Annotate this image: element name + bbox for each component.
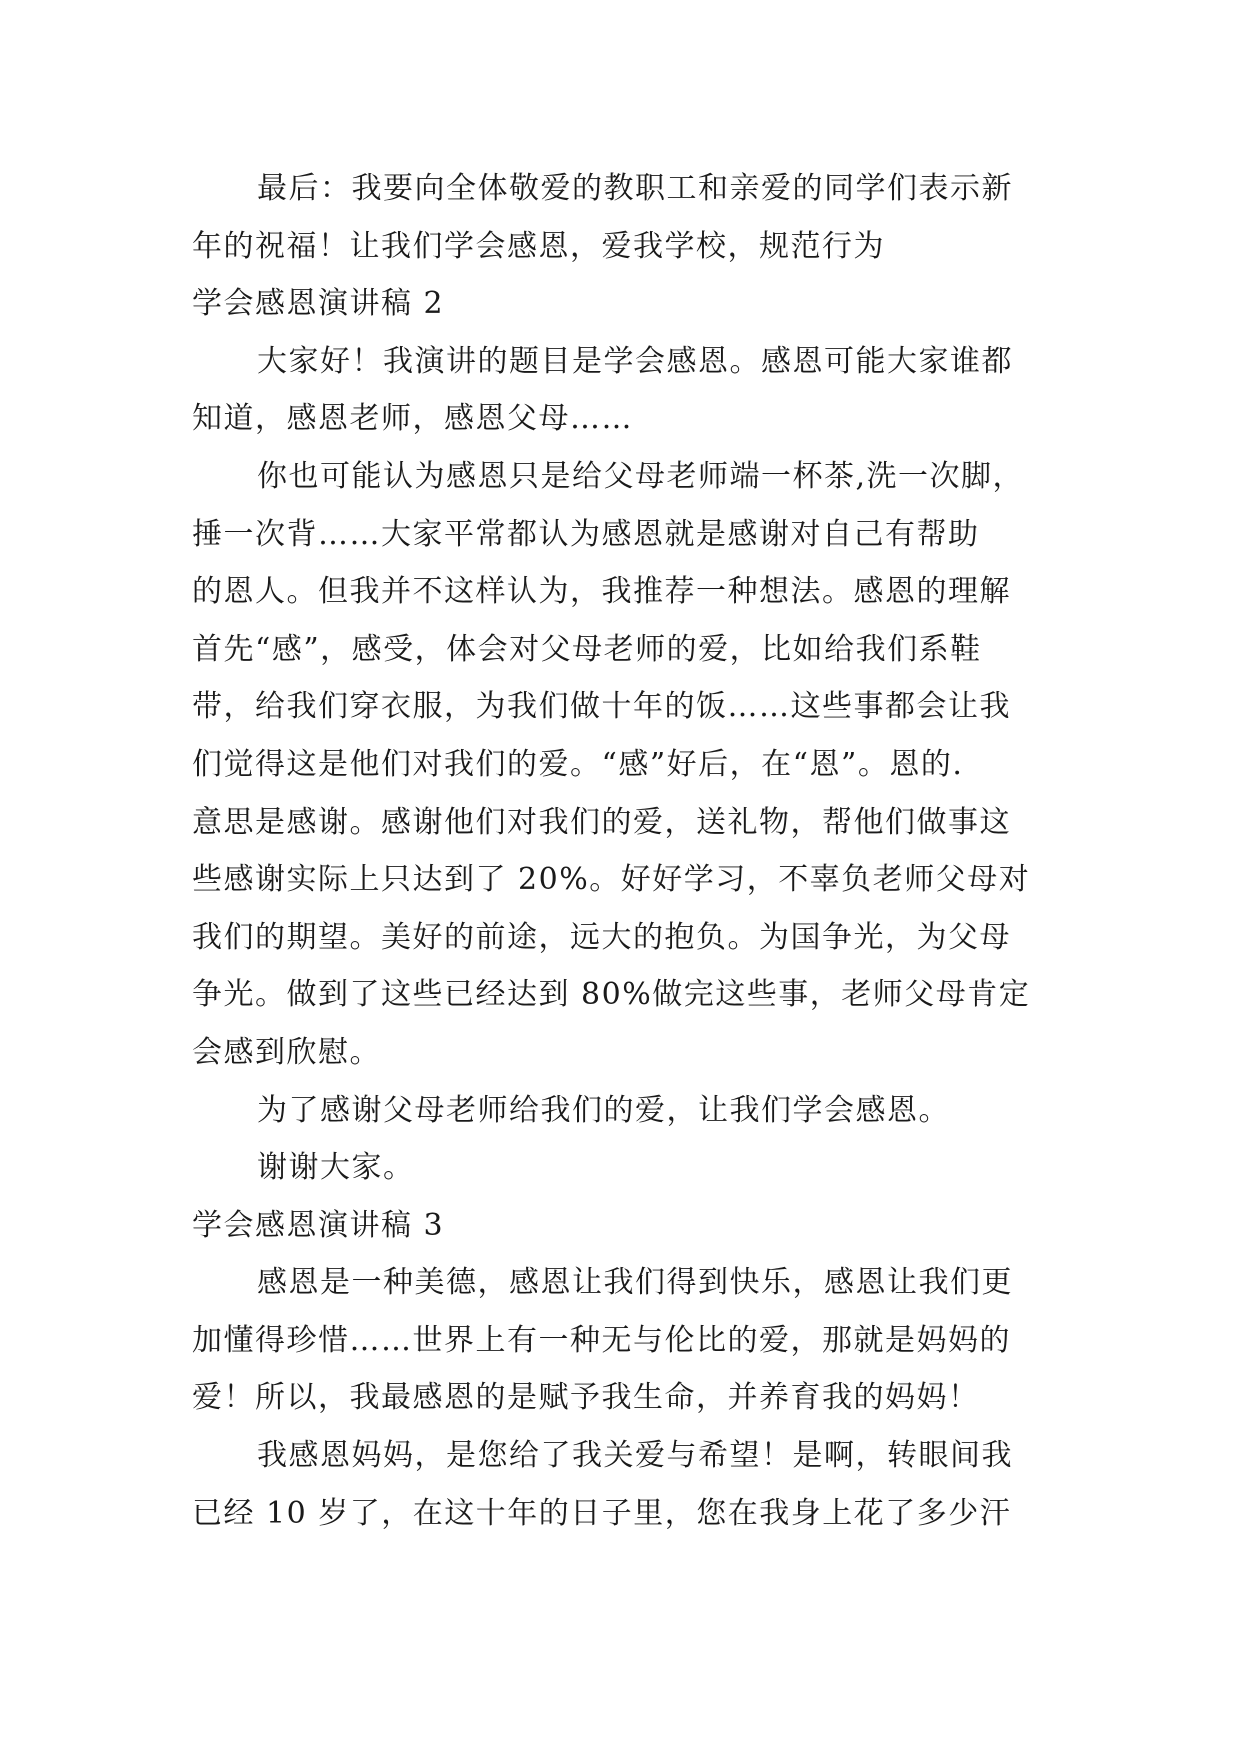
paragraph-line: 加懂得珍惜……世界上有一种无与伦比的爱，那就是妈妈的 <box>192 1322 1011 1358</box>
paragraph-line: 首先“感”，感受，体会对父母老师的爱，比如给我们系鞋 <box>192 631 982 667</box>
paragraph-line: 大家好！我演讲的题目是学会感恩。感恩可能大家谁都 <box>257 343 1013 379</box>
paragraph-line: 争光。做到了这些已经达到 80%做完这些事，老师父母肯定 <box>192 977 1031 1013</box>
section-heading: 学会感恩演讲稿 2 <box>192 286 445 322</box>
paragraph-line: 已经 10 岁了，在这十年的日子里，您在我身上花了多少汗 <box>192 1495 1012 1531</box>
paragraph-line: 会感到欣慰。 <box>192 1034 381 1070</box>
paragraph-line: 爱！所以，我最感恩的是赋予我生命，并养育我的妈妈！ <box>192 1380 980 1416</box>
paragraph-line: 为了感谢父母老师给我们的爱，让我们学会感恩。 <box>257 1092 950 1128</box>
section-heading: 学会感恩演讲稿 3 <box>192 1207 445 1243</box>
paragraph-line: 感恩是一种美德，感恩让我们得到快乐，感恩让我们更 <box>257 1265 1013 1301</box>
document-body <box>192 160 1052 1542</box>
paragraph-line: 知道，感恩老师，感恩父母…… <box>192 401 633 437</box>
paragraph-line: 你也可能认为感恩只是给父母老师端一杯茶,洗一次脚， <box>257 458 1025 494</box>
paragraph-line: 年的祝福！让我们学会感恩，爱我学校，规范行为 <box>192 228 885 264</box>
paragraph-line: 我感恩妈妈，是您给了我关爱与希望！是啊，转眼间我 <box>257 1438 1013 1474</box>
paragraph-line: 谢谢大家。 <box>257 1150 415 1186</box>
paragraph-line: 带，给我们穿衣服，为我们做十年的饭……这些事都会让我 <box>192 689 1011 725</box>
paragraph-line: 我们的期望。美好的前途，远大的抱负。为国争光，为父母 <box>192 919 1011 955</box>
paragraph-line: 意思是感谢。感谢他们对我们的爱，送礼物，帮他们做事这 <box>192 804 1011 840</box>
paragraph-line: 些感谢实际上只达到了 20%。好好学习，不辜负老师父母对 <box>192 862 1031 898</box>
paragraph-line: 捶一次背……大家平常都认为感恩就是感谢对自己有帮助 <box>192 516 980 552</box>
paragraph-line: 的恩人。但我并不这样认为，我推荐一种想法。感恩的理解 <box>192 574 1011 610</box>
paragraph-line: 最后：我要向全体敬爱的教职工和亲爱的同学们表示新 <box>257 171 1013 206</box>
paragraph-line: 们觉得这是他们对我们的爱。“感”好后，在“恩”。恩的. <box>192 746 964 782</box>
